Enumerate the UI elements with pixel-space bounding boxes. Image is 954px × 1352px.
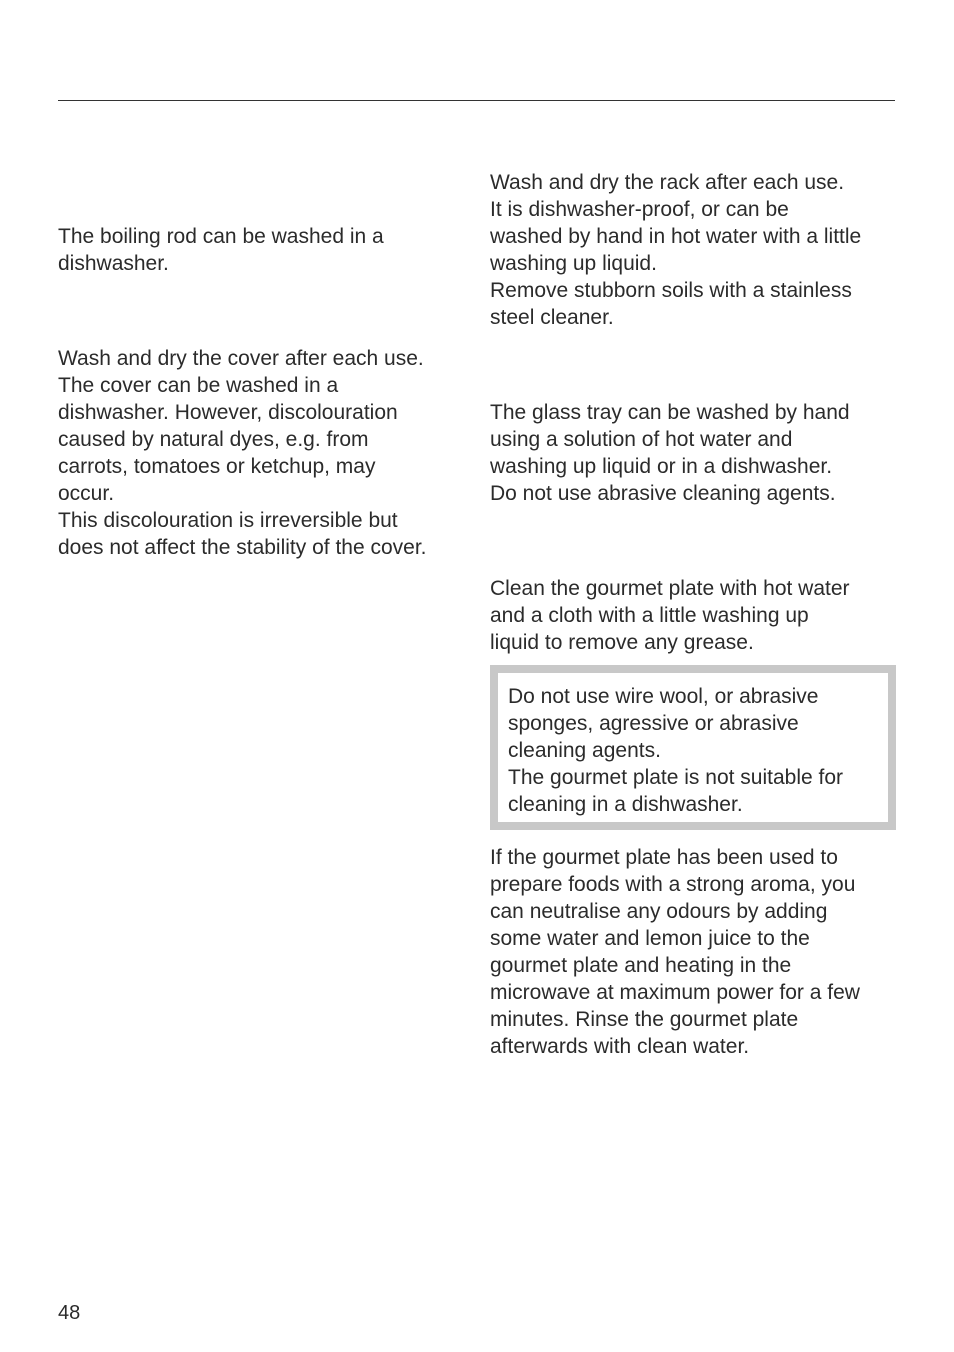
gourmet-plate-paragraph: Clean the gourmet plate with hot water and a cloth with a little washing up liquid to remove any grease. xyxy=(490,577,850,654)
page-number: 48 xyxy=(58,1302,81,1324)
warning-text: Do not use wire wool, or abrasive sponges, agressive or abrasive cleaning agents. The gourmet plate is not suitable for cleaning in a dishwasher. xyxy=(508,685,844,816)
glass-tray-paragraph: The glass tray can be washed by hand using a solution of hot water and washing up liquid or in a dishwasher. Do not use abrasive cleaning agents. xyxy=(490,401,850,505)
cover-paragraph: Wash and dry the cover after each use. The cover can be washed in a dishwasher. However, discolouration caused by natural dyes, e.g. from carrots, tomatoes or ketchup, may occur. This discolouration is irreversible but does not affect the stability of the cover. xyxy=(58,347,427,559)
header-rule xyxy=(58,100,895,101)
odours-paragraph: If the gourmet plate has been used to prepare foods with a strong aroma, you can neutralise any odours by adding some water and lemon juice to the gourmet plate and heating in the microwave at maximum power for a few minutes. Rinse the gourmet plate afterwards with clean water. xyxy=(490,846,860,1058)
rack-paragraph: Wash and dry the rack after each use. It is dishwasher-proof, or can be washed by hand in hot water with a little washing up liquid. Remove stubborn soils with a stainless steel cleaner. xyxy=(490,171,862,329)
boiling-rod-paragraph: The boiling rod can be washed in a dishwasher. xyxy=(58,225,384,275)
warning-box xyxy=(490,665,896,830)
